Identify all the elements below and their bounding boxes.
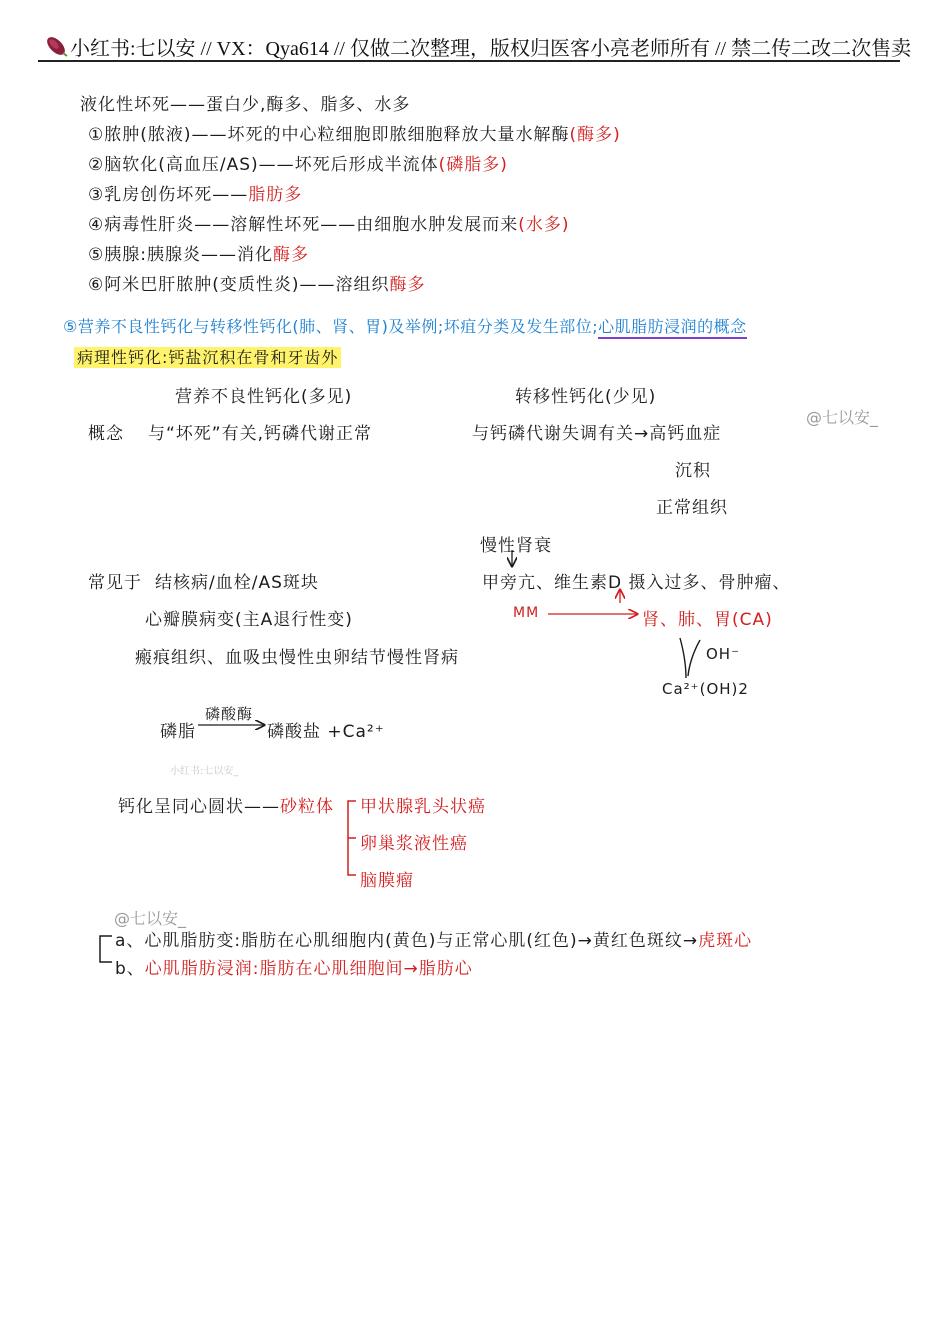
metastatic-header: 转移性钙化(少见) — [515, 387, 657, 407]
curved-arrow-icon — [680, 638, 686, 678]
bracket-icon — [348, 801, 356, 875]
reaction-enzyme: 磷酸酶 — [205, 705, 254, 723]
list-item: ①脓肿(脓液)——坏死的中心粒细胞即脓细胞释放大量水解酶(酶多) — [88, 125, 621, 145]
underlined-term: 心肌脂肪浸润的概念 — [598, 317, 747, 339]
list-item: ②脑软化(高血压/AS)——坏死后形成半流体(磷脂多) — [88, 155, 508, 175]
list-item: ⑥阿米巴肝脓肿(变质性炎)——溶组织酶多 — [88, 275, 426, 295]
dystrophic-example: 心瓣膜病变(主A退行性变) — [145, 610, 353, 630]
meta-cause-top: 慢性肾衰 — [480, 536, 552, 556]
oh-label: OH⁻ — [706, 645, 741, 663]
watermark-small: 小红书:七以安_ — [170, 766, 239, 777]
dystrophic-concept: 与“坏死”有关,钙磷代谢正常 — [148, 424, 373, 444]
dystrophic-example: 瘢痕组织、血吸虫慢性虫卵结节慢性肾病 — [135, 648, 459, 668]
liquefactive-title: 液化性坏死——蛋白少,酶多、脂多、水多 — [80, 95, 411, 115]
dystrophic-header: 营养不良性钙化(多见) — [175, 387, 353, 407]
psammoma-branch: 甲状腺乳头状癌 — [360, 797, 486, 817]
metastatic-concept: 与钙磷代谢失调有关→高钙血症 — [472, 424, 722, 444]
section-title: ⑤营养不良性钙化与转移性钙化(肺、肾、胃)及举例;坏疽分类及发生部位;心肌脂肪浸润的概念 — [63, 314, 747, 337]
list-item: ⑤胰腺:胰腺炎——消化酶多 — [88, 245, 309, 265]
psammoma-branch: 卵巢浆液性癌 — [360, 834, 468, 854]
reaction-left: 磷脂 — [160, 722, 196, 742]
dystrophic-example: 结核病/血栓/AS斑块 — [155, 573, 319, 593]
watermark-handle: @七以安_ — [806, 408, 879, 427]
common-label: 常见于 — [88, 573, 142, 593]
meta-chain-step: 沉积 — [675, 461, 711, 481]
meta-chain-step: 正常组织 — [656, 498, 728, 518]
myocardial-a: a、心肌脂肪变:脂肪在心肌细胞内(黄色)与正常心肌(红色)→黄红色斑纹→虎斑心 — [115, 931, 753, 951]
psammoma-lead: 钙化呈同心圆状——砂粒体 — [118, 797, 334, 817]
highlighted-definition: 病理性钙化:钙盐沉积在骨和牙齿外 — [74, 345, 341, 368]
mm-label: MM — [513, 605, 540, 621]
meta-sites: 肾、肺、胃(CA) — [642, 610, 773, 630]
bracket-icon — [100, 936, 112, 962]
meta-causes: 甲旁亢、维生素D 摄入过多、骨肿瘤、 — [482, 573, 791, 593]
list-item: ③乳房创伤坏死——脂肪多 — [88, 185, 303, 205]
list-item: ④病毒性肝炎——溶解性坏死——由细胞水肿发展而来(水多) — [88, 215, 570, 235]
psammoma-branch: 脑膜瘤 — [360, 871, 414, 891]
concept-label: 概念 — [88, 424, 124, 444]
product-label: Ca²⁺(OH)2 — [662, 680, 749, 698]
reaction-right: 磷酸盐 +Ca²⁺ — [267, 722, 385, 742]
watermark-handle: @七以安_ — [114, 909, 187, 928]
myocardial-b: b、心肌脂肪浸润:脂肪在心肌细胞间→脂肪心 — [115, 959, 473, 979]
header-text: 小红书:七以安 // VX：Qya614 // 仅做二次整理，版权归医客小亮老师所有 // 禁二传二改二次售卖 — [70, 38, 912, 60]
